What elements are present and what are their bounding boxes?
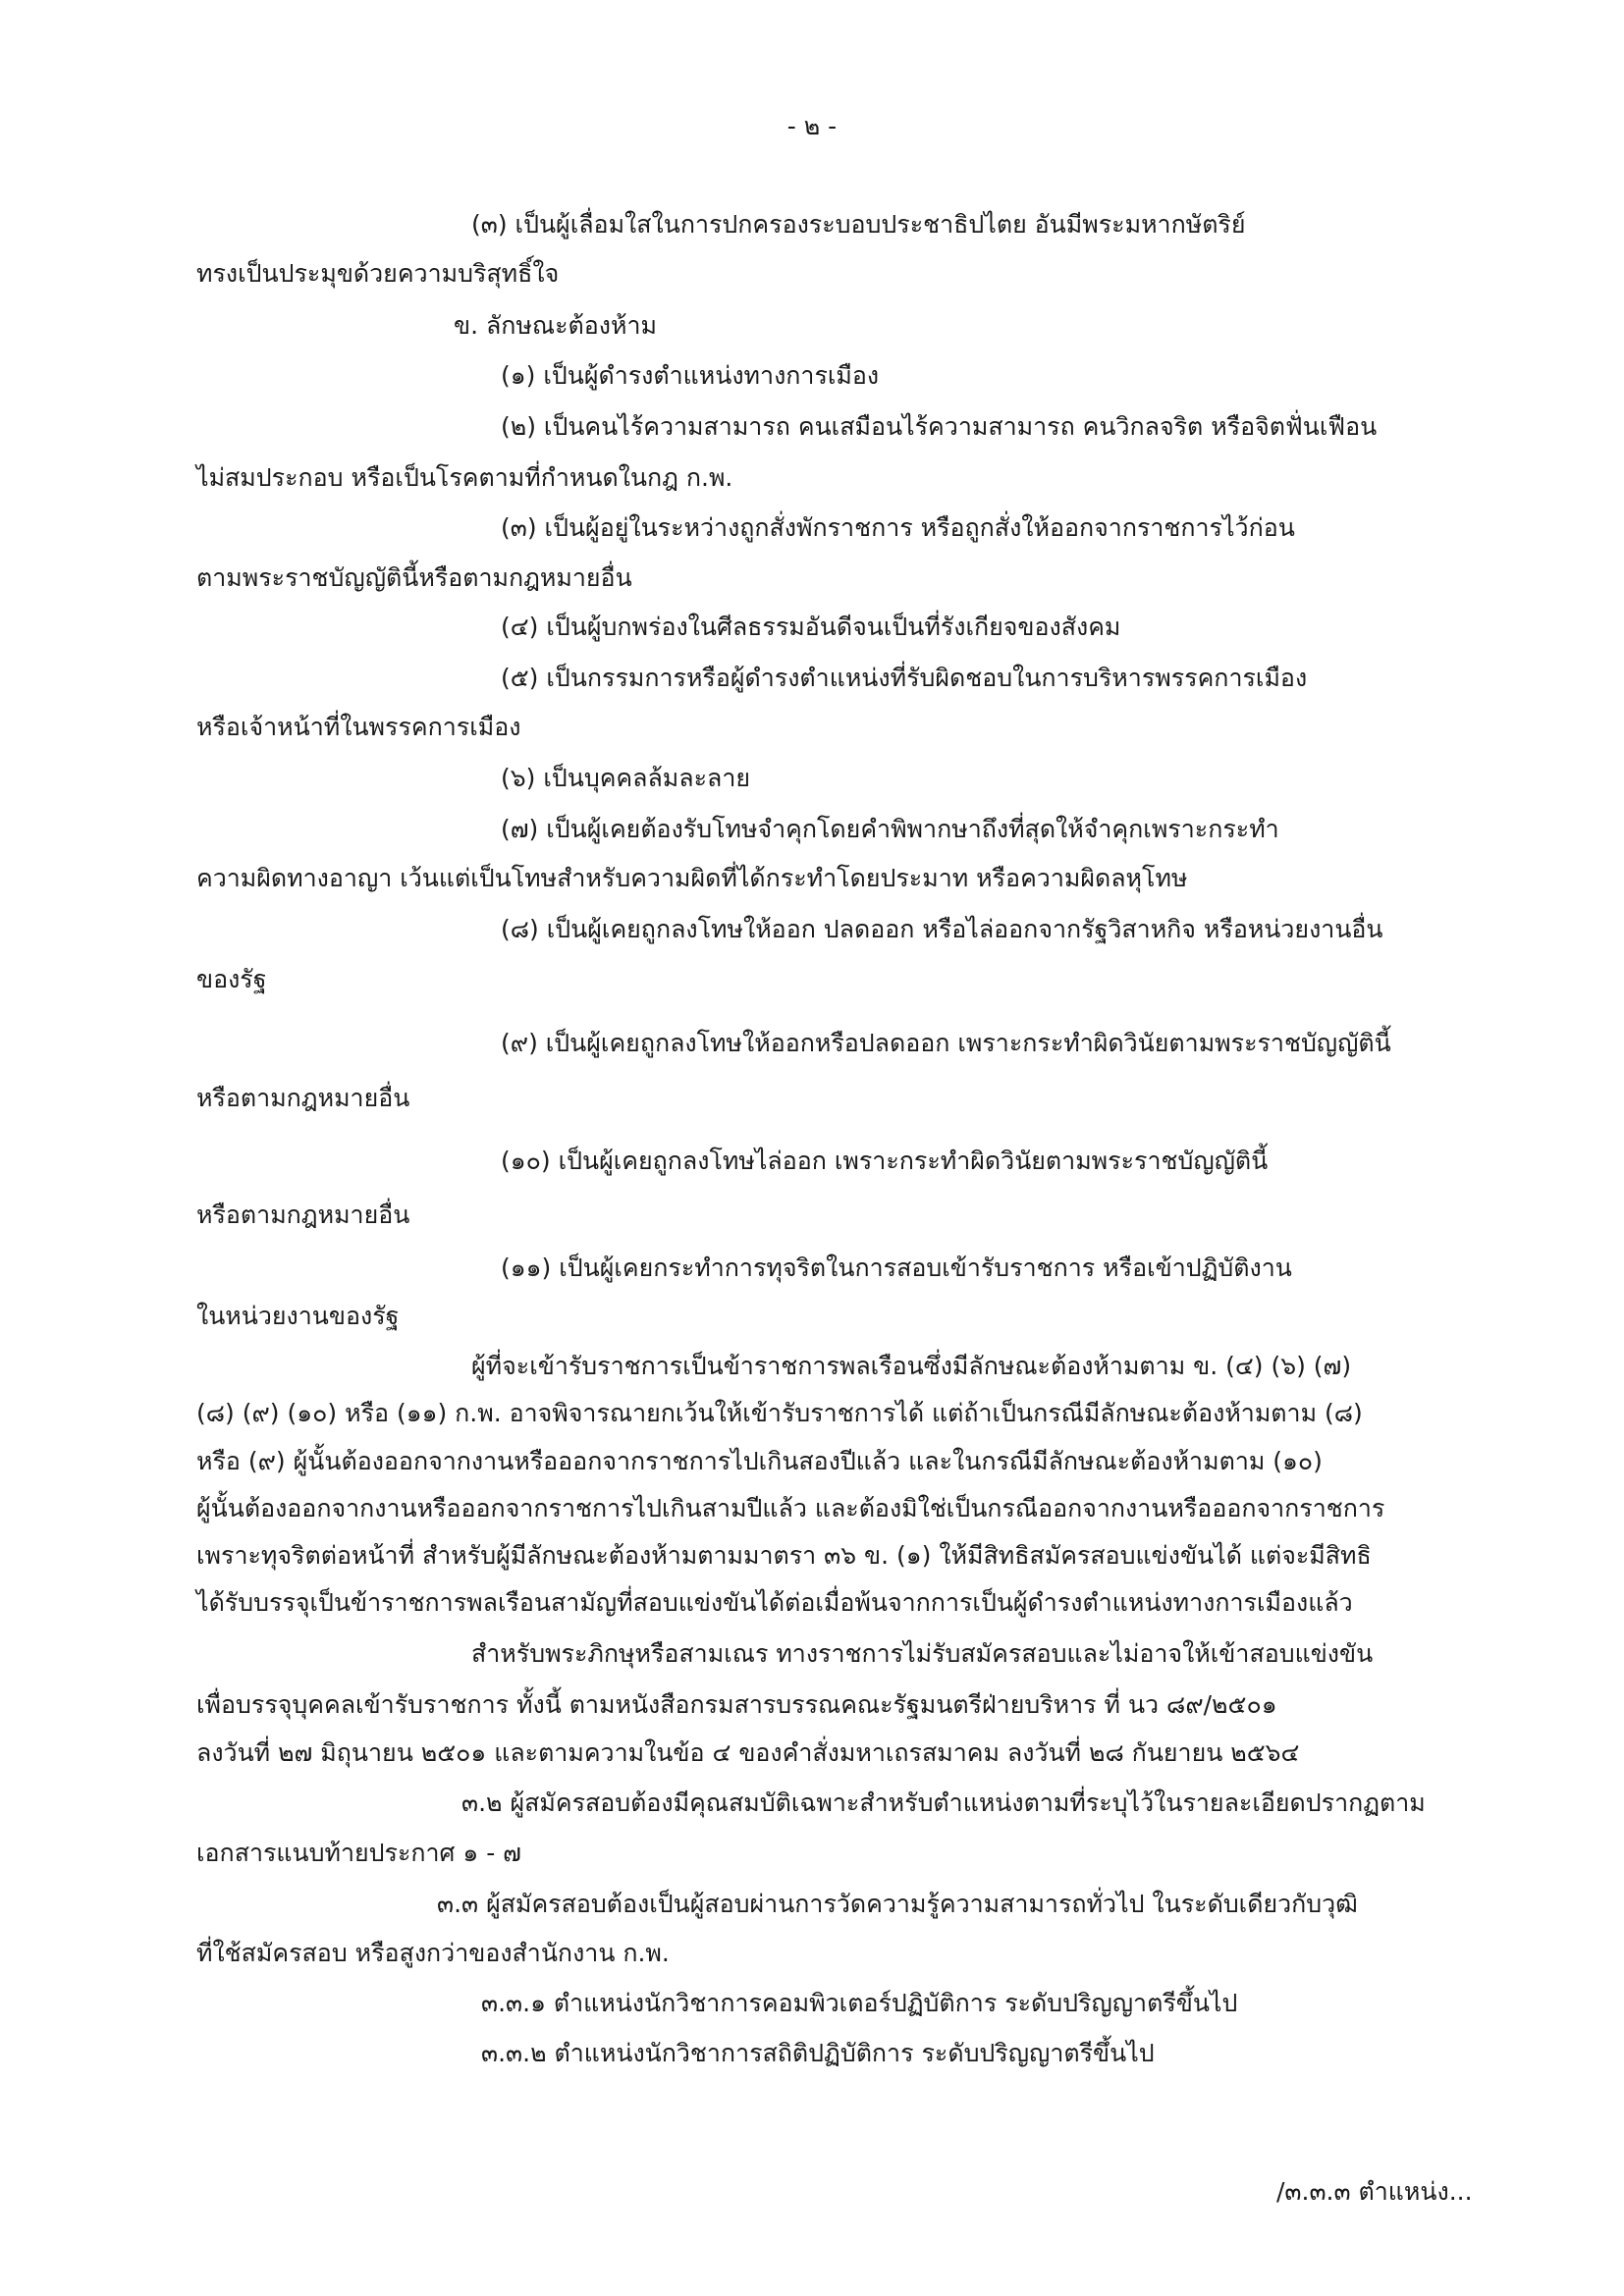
prohibited-9-line-2: หรือตามกฎหมายอื่น [196, 1084, 410, 1112]
monk-line-1: สำหรับพระภิกษุหรือสามเณร ทางราชการไม่รับสมัครสอบและไม่อาจให้เข้าสอบแข่งขัน [471, 1639, 1374, 1668]
prohibited-11-line-1: (๑๑) เป็นผู้เคยกระทำการทุจริตในการสอบเข้ารับราชการ หรือเข้าปฏิบัติงาน [501, 1254, 1292, 1282]
exemption-line-2: (๘) (๙) (๑๐) หรือ (๑๑) ก.พ. อาจพิจารณายกเว้นให้เข้ารับราชการได้ แต่ถ้าเป็นกรณีมีลักษณะต้องห้ามตาม (๘) [196, 1399, 1363, 1427]
exemption-line-5: เพราะทุจริตต่อหน้าที่ สำหรับผู้มีลักษณะต้องห้ามตามมาตรา ๓๖ ข. (๑) ให้มีสิทธิสมัครสอบแข่งขันได้ แต่จะมีสิทธิ [196, 1541, 1372, 1570]
continuation-footer: /๓.๓.๓ ตำแหน่ง... [1276, 2177, 1473, 2206]
prohibited-9-line-1: (๙) เป็นผู้เคยถูกลงโทษให้ออกหรือปลดออก เพราะกระทำผิดวินัยตามพระราชบัญญัตินี้ [501, 1029, 1391, 1057]
section-3-3-line-1: ๓.๓ ผู้สมัครสอบต้องเป็นผู้สอบผ่านการวัดความรู้ความสามารถทั่วไป ในระดับเดียวกับวุฒิ [437, 1890, 1358, 1918]
prohibited-5-line-2: หรือเจ้าหน้าที่ในพรรคการเมือง [196, 713, 521, 741]
section-3-2-line-2: เอกสารแนบท้ายประกาศ ๑ - ๗ [196, 1839, 521, 1867]
monk-line-3: ลงวันที่ ๒๗ มิถุนายน ๒๕๐๑ และตามความในข้อ ๔ ของคำสั่งมหาเถรสมาคม ลงวันที่ ๒๘ กันยายน ๒๕๖๔ [196, 1738, 1300, 1767]
exemption-line-6: ได้รับบรรจุเป็นข้าราชการพลเรือนสามัญที่สอบแข่งขันได้ต่อเมื่อพ้นจากการเป็นผู้ดำรงตำแหน่งทางการเมืองแล้ว [196, 1588, 1353, 1617]
exemption-line-4: ผู้นั้นต้องออกจากงานหรือออกจากราชการไปเกินสามปีแล้ว และต้องมิใช่เป็นกรณีออกจากงานหรือออกจากราชการ [196, 1494, 1385, 1522]
prohibited-10-line-2: หรือตามกฎหมายอื่น [196, 1201, 410, 1229]
prohibited-11-line-2: ในหน่วยงานของรัฐ [196, 1302, 400, 1330]
prohibited-4: (๔) เป็นผู้บกพร่องในศีลธรรมอันดีจนเป็นที่รังเกียจของสังคม [501, 613, 1121, 641]
prohibited-5-line-1: (๕) เป็นกรรมการหรือผู้ดำรงตำแหน่งที่รับผิดชอบในการบริหารพรรคการเมือง [501, 664, 1308, 692]
prohibited-2-line-1: (๒) เป็นคนไร้ความสามารถ คนเสมือนไร้ความสามารถ คนวิกลจริต หรือจิตฟั่นเฟือน [501, 412, 1378, 441]
prohibited-7-line-2: ความผิดทางอาญา เว้นแต่เป็นโทษสำหรับความผิดที่ได้กระทำโดยประมาท หรือความผิดลหุโทษ [196, 864, 1188, 892]
section-3-3-line-2: ที่ใช้สมัครสอบ หรือสูงกว่าของสำนักงาน ก.พ. [196, 1939, 670, 1967]
prohibited-3-line-2: ตามพระราชบัญญัตินี้หรือตามกฎหมายอื่น [196, 563, 632, 592]
qualification-3-line-2: ทรงเป็นประมุขด้วยความบริสุทธิ์ใจ [196, 259, 560, 288]
prohibited-1: (๑) เป็นผู้ดำรงตำแหน่งทางการเมือง [501, 361, 880, 390]
section-3-3-1: ๓.๓.๑ ตำแหน่งนักวิชาการคอมพิวเตอร์ปฏิบัติการ ระดับปริญญาตรีขึ้นไป [481, 1989, 1238, 2017]
section-3-2-line-1: ๓.๒ ผู้สมัครสอบต้องมีคุณสมบัติเฉพาะสำหรับตำแหน่งตามที่ระบุไว้ในรายละเอียดปรากฏตาม [461, 1789, 1426, 1817]
section-3-3-2: ๓.๓.๒ ตำแหน่งนักวิชาการสถิติปฏิบัติการ ระดับปริญญาตรีขึ้นไป [481, 2039, 1155, 2067]
prohibited-2-line-2: ไม่สมประกอบ หรือเป็นโรคตามที่กำหนดในกฎ ก.พ. [196, 463, 733, 492]
exemption-line-3: หรือ (๙) ผู้นั้นต้องออกจากงานหรือออกจากราชการไปเกินสองปีแล้ว และในกรณีมีลักษณะต้องห้ามตาม (๑๐) [196, 1447, 1323, 1475]
page-number: - ๒ - [786, 112, 838, 140]
qualification-3-line-1: (๓) เป็นผู้เลื่อมใสในการปกครองระบอบประชาธิปไตย อันมีพระมหากษัตริย์ [471, 210, 1246, 239]
prohibited-heading: ข. ลักษณะต้องห้าม [454, 311, 657, 340]
prohibited-8-line-2: ของรัฐ [196, 965, 267, 993]
exemption-line-1: ผู้ที่จะเข้ารับราชการเป็นข้าราชการพลเรือนซึ่งมีลักษณะต้องห้ามตาม ข. (๔) (๖) (๗) [471, 1352, 1352, 1380]
prohibited-3-line-1: (๓) เป็นผู้อยู่ในระหว่างถูกสั่งพักราชการ หรือถูกสั่งให้ออกจากราชการไว้ก่อน [501, 513, 1295, 542]
prohibited-10-line-1: (๑๐) เป็นผู้เคยถูกลงโทษไล่ออก เพราะกระทำผิดวินัยตามพระราชบัญญัตินี้ [501, 1147, 1269, 1175]
prohibited-8-line-1: (๘) เป็นผู้เคยถูกลงโทษให้ออก ปลดออก หรือไล่ออกจากรัฐวิสาหกิจ หรือหน่วยงานอื่น [501, 915, 1383, 943]
monk-line-2: เพื่อบรรจุบุคคลเข้ารับราชการ ทั้งนี้ ตามหนังสือกรมสารบรรณคณะรัฐมนตรีฝ่ายบริหาร ที่ นว ๘๙/๒๕๐๑ [196, 1690, 1277, 1719]
prohibited-6: (๖) เป็นบุคคลล้มละลาย [501, 764, 751, 792]
prohibited-7-line-1: (๗) เป็นผู้เคยต้องรับโทษจำคุกโดยคำพิพากษาถึงที่สุดให้จำคุกเพราะกระทำ [501, 815, 1279, 843]
